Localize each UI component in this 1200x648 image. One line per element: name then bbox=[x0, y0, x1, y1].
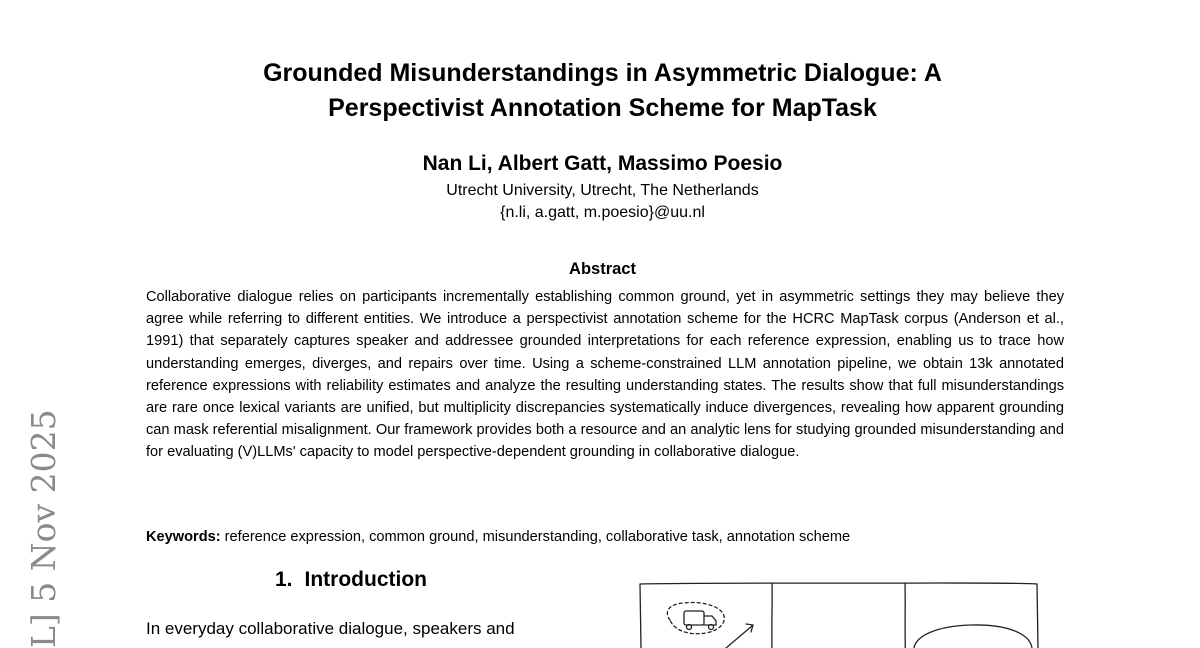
truck-icon bbox=[684, 611, 716, 630]
route-arrow bbox=[726, 626, 752, 648]
figure-panel-border bbox=[640, 583, 1038, 648]
affiliation: Utrecht University, Utrecht, The Netherlands bbox=[446, 182, 759, 199]
keywords-label: Keywords: bbox=[146, 529, 221, 545]
introduction-paragraph: In everyday collaborative dialogue, speakers and bbox=[146, 619, 515, 638]
title-line-2: Perspectivist Annotation Scheme for MapTask bbox=[328, 94, 877, 122]
author-list: Nan Li, Albert Gatt, Massimo Poesio bbox=[422, 152, 783, 175]
paper-title bbox=[150, 56, 1055, 126]
author-email: {n.li, a.gatt, m.poesio}@uu.nl bbox=[500, 204, 705, 221]
keywords bbox=[146, 527, 1064, 548]
keywords-list: reference expression, common ground, misunderstanding, collaborative task, annotation scheme bbox=[224, 529, 851, 545]
lake-outline bbox=[914, 625, 1032, 648]
dashed-region-outline bbox=[667, 602, 724, 633]
abstract-text: Collaborative dialogue relies on participants incrementally establishing common ground, yet in asymmetric settings they may believe they agree while referring to different entities. We introduce a perspectivist annotation scheme for the HCRC MapTask corpus (Anderson et al., 1991) that separately captures speaker and addressee grounded interpretations for each reference expression, enabling us to trace how understanding emerges, diverges, and repairs over time. Using a scheme-constrained LLM annotation pipeline, we obtain 13k annotated reference expressions with reliability estimates and analyze the resulting understanding states. The results show that full misunderstandings are rare once lexical variants are unified, but multiplicity discrepancies systematically induce divergences, revealing how apparent grounding can mask referential misalignment. Our framework provides both a resource and an analytic lens for studying grounded misunderstanding and for evaluating (V)LLMs' capacity to model perspective-dependent grounding in collaborative dialogue. bbox=[146, 289, 1064, 461]
section-title: Introduction bbox=[304, 568, 427, 591]
arxiv-side-stamp: L] 5 Nov 2025 bbox=[24, 409, 63, 648]
section-heading-introduction bbox=[275, 566, 427, 594]
abstract-heading: Abstract bbox=[569, 260, 636, 278]
title-line-1: Grounded Misunderstandings in Asymmetric Dialogue: A bbox=[263, 59, 942, 87]
figure-1-map-sketch bbox=[636, 578, 1042, 648]
section-number: 1. bbox=[275, 568, 293, 591]
